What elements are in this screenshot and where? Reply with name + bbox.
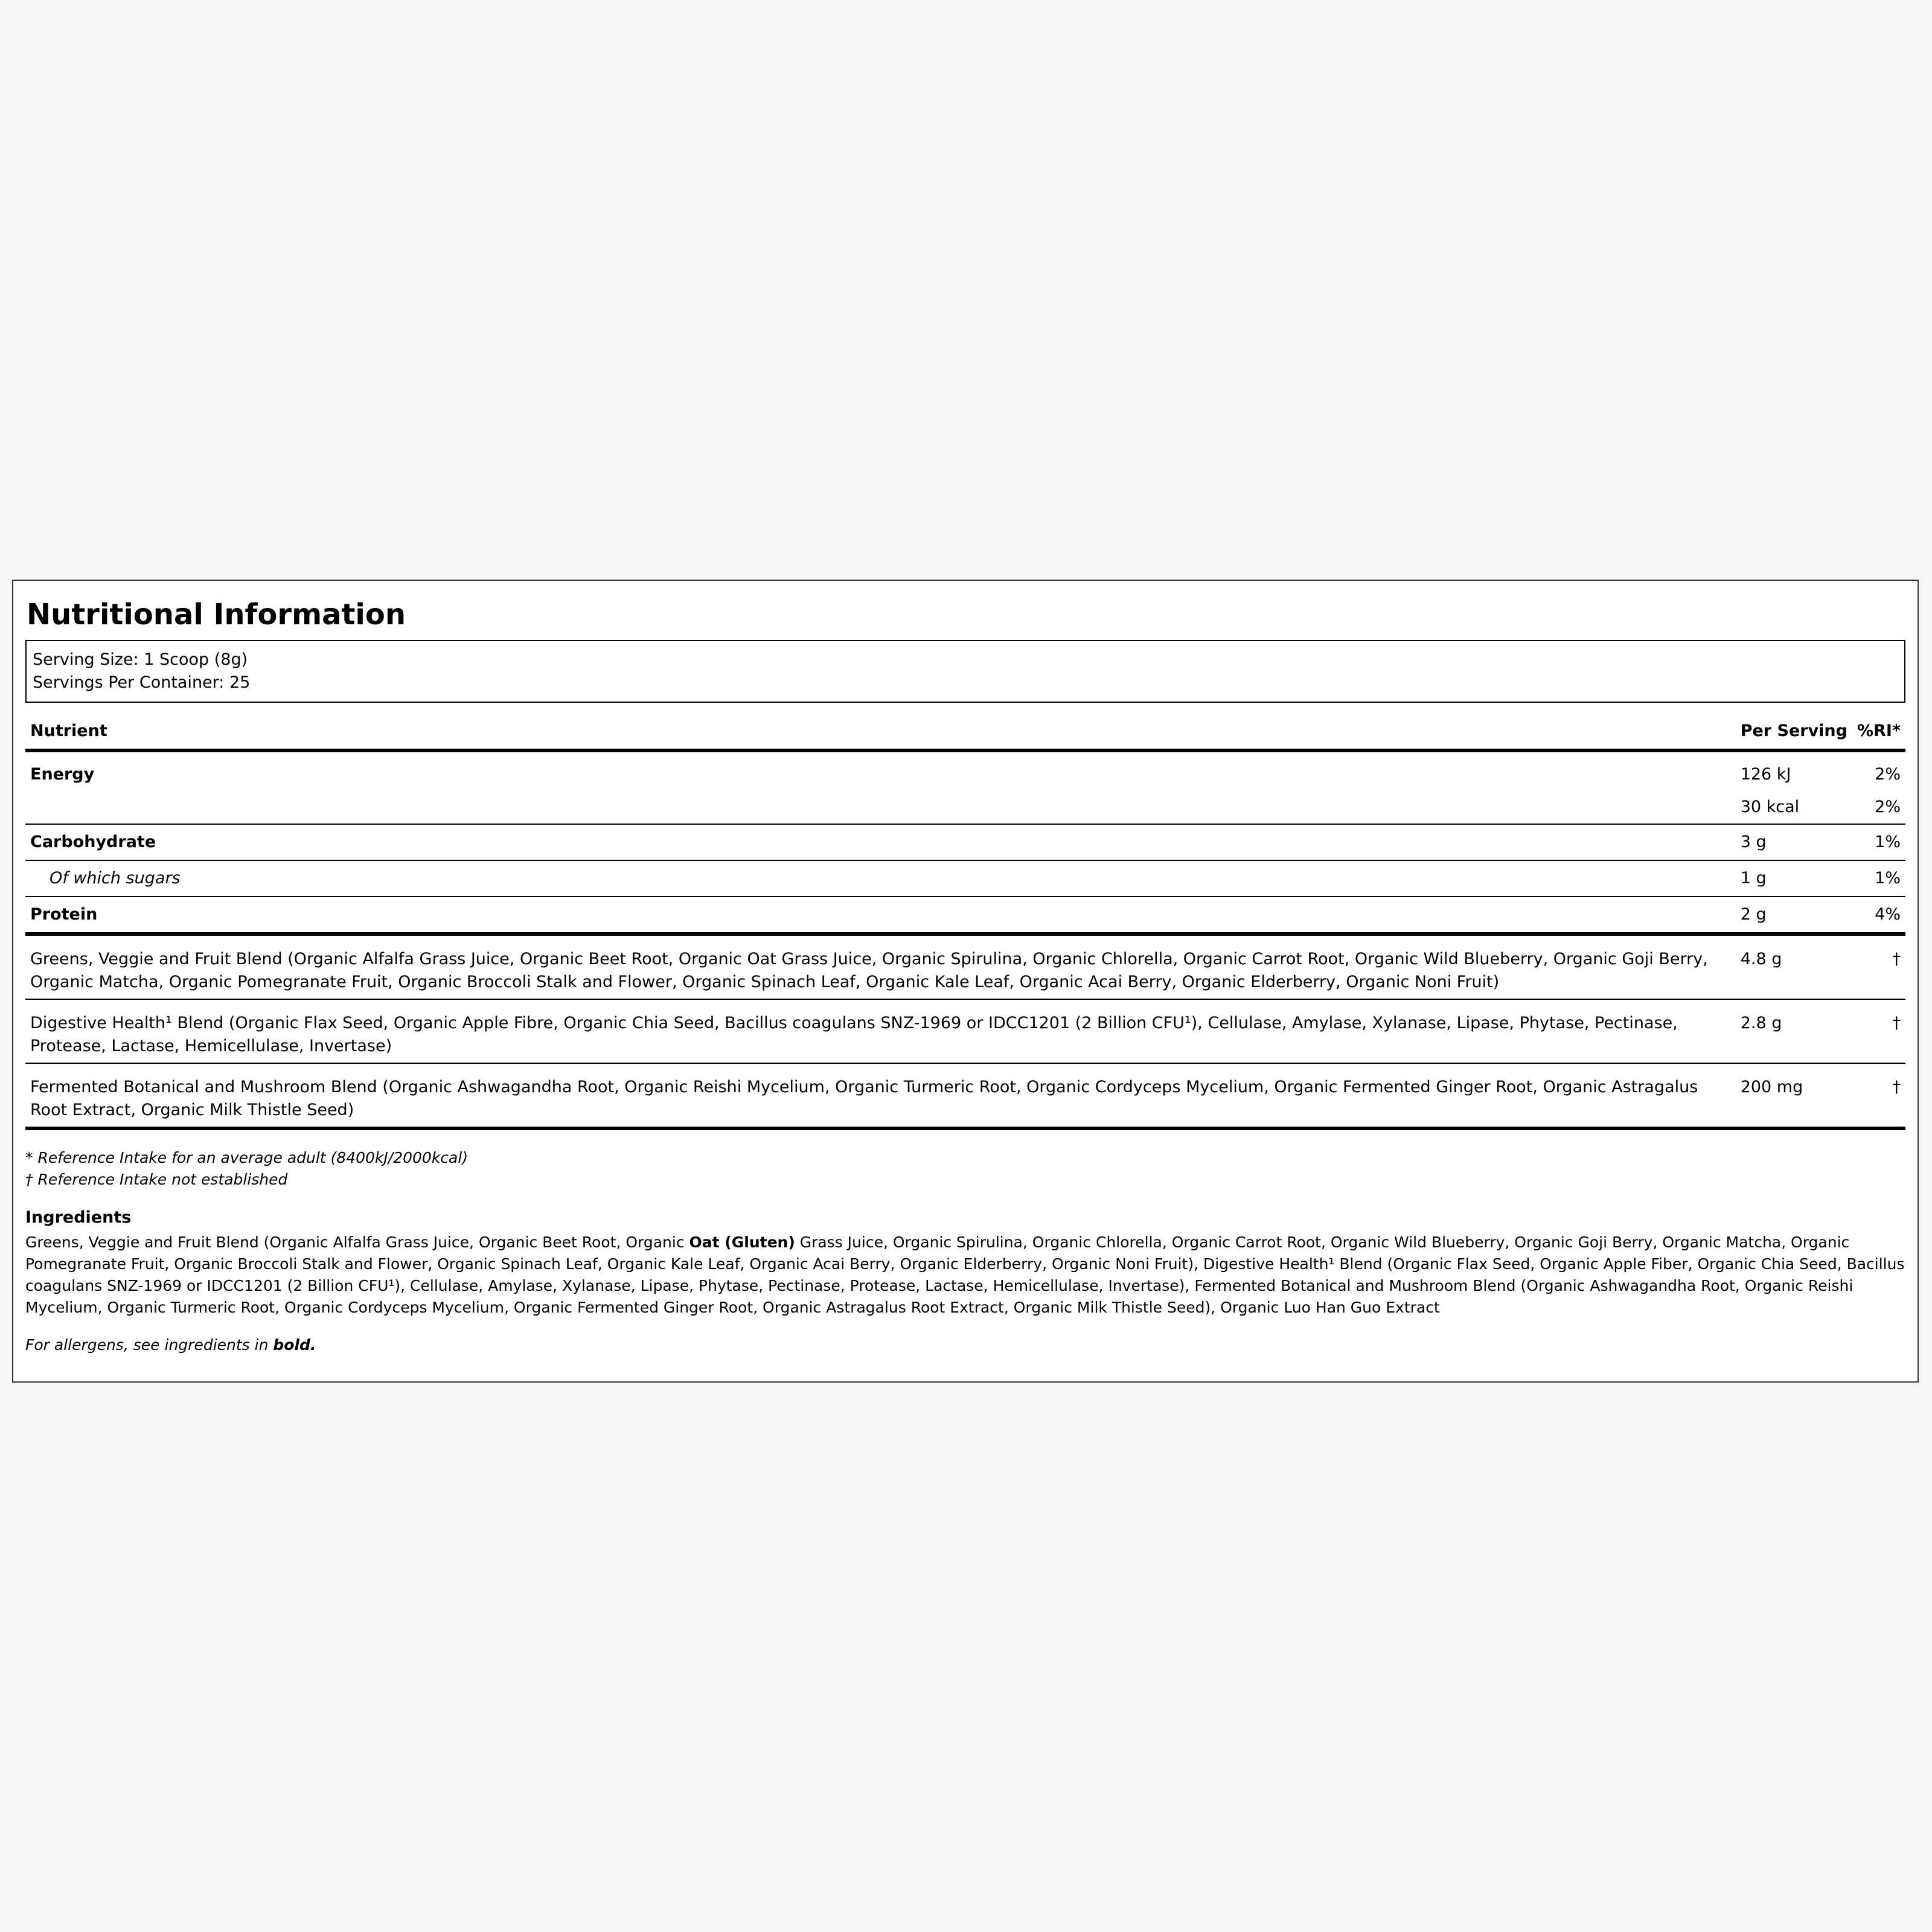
table-row-energy-kcal bbox=[25, 791, 1905, 824]
table-row-protein bbox=[25, 897, 1905, 934]
carbohydrate-amount: 3 g bbox=[1740, 833, 1767, 851]
allergen-note-bold: bold. bbox=[273, 1336, 316, 1354]
protein-amount: 2 g bbox=[1740, 905, 1767, 924]
table-row-energy-kj bbox=[25, 750, 1905, 791]
blend-amount: 200 mg bbox=[1740, 1078, 1803, 1096]
nutrition-panel bbox=[12, 580, 1919, 1383]
table-row-carbohydrate bbox=[25, 824, 1905, 860]
carbohydrate-ri: 1% bbox=[1875, 833, 1901, 851]
carbohydrate-label: Carbohydrate bbox=[30, 833, 156, 851]
ingredients-allergen: Oat (Gluten) bbox=[689, 1233, 795, 1251]
energy-kcal-ri: 2% bbox=[1875, 798, 1901, 816]
ingredients-text-after: Grass Juice, Organic Spirulina, Organic Chlorella, Organic Carrot Root, Organic Wild Blueberry, Organic Goji Berry, Organic Matcha, Organic Pomegranate Fruit, Organic Broccoli Stalk and Flower, Organic Spinach Leaf, Organic Kale Leaf, Organic Acai Berry, Organic Elderberry, Organic Noni Fruit), Digestive Health¹ Blend (Organic Flax Seed, Organic Apple Fiber, Organic Chia Seed, Bacillus coagulans SNZ-1969 or IDCC1201 (2 Billion CFU¹), Cellulase, Amylase, Xylanase, Lipase, Phytase, Pectinase, Protease, Lactase, Hemicellulase, Invertase), Fermented Botanical and Mushroom Blend (Organic Ashwagandha Root, Organic Reishi Mycelium, Organic Turmeric Root, Organic Cordyceps Mycelium, Organic Fermented Ginger Root, Organic Astragalus Root Extract, Organic Milk Thistle Seed), Organic Luo Han Guo Extract bbox=[25, 1233, 1905, 1316]
nutrition-table bbox=[25, 711, 1905, 1130]
footnote-not-established: † Reference Intake not established bbox=[25, 1171, 288, 1188]
table-row-sugars bbox=[25, 860, 1905, 897]
table-row-blend-greens bbox=[25, 934, 1905, 999]
blend-ri: † bbox=[1892, 1014, 1901, 1032]
table-row-blend-fermented bbox=[25, 1063, 1905, 1128]
ingredients-title: Ingredients bbox=[25, 1208, 132, 1227]
allergen-note bbox=[25, 1334, 1905, 1356]
panel-title: Nutritional Information bbox=[27, 598, 406, 632]
serving-size: Serving Size: 1 Scoop (8g) bbox=[33, 650, 248, 669]
blend-ri: † bbox=[1892, 1078, 1901, 1096]
footnotes bbox=[25, 1147, 1905, 1191]
ingredients-text-before: Greens, Veggie and Fruit Blend (Organic Alfalfa Grass Juice, Organic Beet Root, Organic bbox=[25, 1233, 689, 1251]
energy-kj: 126 kJ bbox=[1740, 765, 1791, 784]
protein-label: Protein bbox=[30, 905, 98, 924]
header-nutrient: Nutrient bbox=[30, 721, 107, 740]
table-header-row bbox=[25, 711, 1905, 750]
header-per-serving: Per Serving bbox=[1740, 721, 1847, 740]
blend-amount: 2.8 g bbox=[1740, 1014, 1782, 1032]
energy-label: Energy bbox=[30, 765, 95, 784]
ingredients-text bbox=[25, 1232, 1905, 1319]
sugars-ri: 1% bbox=[1875, 869, 1901, 888]
serving-box bbox=[25, 640, 1905, 703]
footnote-ri: * Reference Intake for an average adult (8400kJ/2000kcal) bbox=[25, 1149, 469, 1166]
protein-ri: 4% bbox=[1875, 905, 1901, 924]
blend-label: Fermented Botanical and Mushroom Blend (Organic Ashwagandha Root, Organic Reishi Mycelium, Organic Turmeric Root, Organic Cordyceps Mycelium, Organic Fermented Ginger Root, Organic Astragalus Root Extract, Organic Milk Thistle Seed) bbox=[30, 1078, 1698, 1119]
energy-kj-ri: 2% bbox=[1875, 765, 1901, 784]
servings-per-container: Servings Per Container: 25 bbox=[33, 673, 251, 692]
allergen-note-text: For allergens, see ingredients in bbox=[25, 1336, 273, 1354]
blend-label: Digestive Health¹ Blend (Organic Flax Seed, Organic Apple Fibre, Organic Chia Seed, Bacillus coagulans SNZ-1969 or IDCC1201 (2 Billion CFU¹), Cellulase, Amylase, Xylanase, Lipase, Phytase, Pectinase, Protease, Lactase, Hemicellulase, Invertase) bbox=[30, 1014, 1678, 1055]
blend-ri: † bbox=[1892, 950, 1901, 968]
table-row-blend-digestive bbox=[25, 999, 1905, 1063]
blend-label: Greens, Veggie and Fruit Blend (Organic Alfalfa Grass Juice, Organic Beet Root, Organic Oat Grass Juice, Organic Spirulina, Organic Chlorella, Organic Carrot Root, Organic Wild Blueberry, Organic Goji Berry, Organic Matcha, Organic Pomegranate Fruit, Organic Broccoli Stalk and Flower, Organic Spinach Leaf, Organic Kale Leaf, Organic Acai Berry, Organic Elderberry, Organic Noni Fruit) bbox=[30, 950, 1708, 991]
sugars-label: Of which sugars bbox=[50, 869, 181, 888]
sugars-amount: 1 g bbox=[1740, 869, 1767, 888]
energy-kcal: 30 kcal bbox=[1740, 798, 1800, 816]
header-ri: %RI* bbox=[1857, 721, 1901, 740]
blend-amount: 4.8 g bbox=[1740, 950, 1782, 968]
